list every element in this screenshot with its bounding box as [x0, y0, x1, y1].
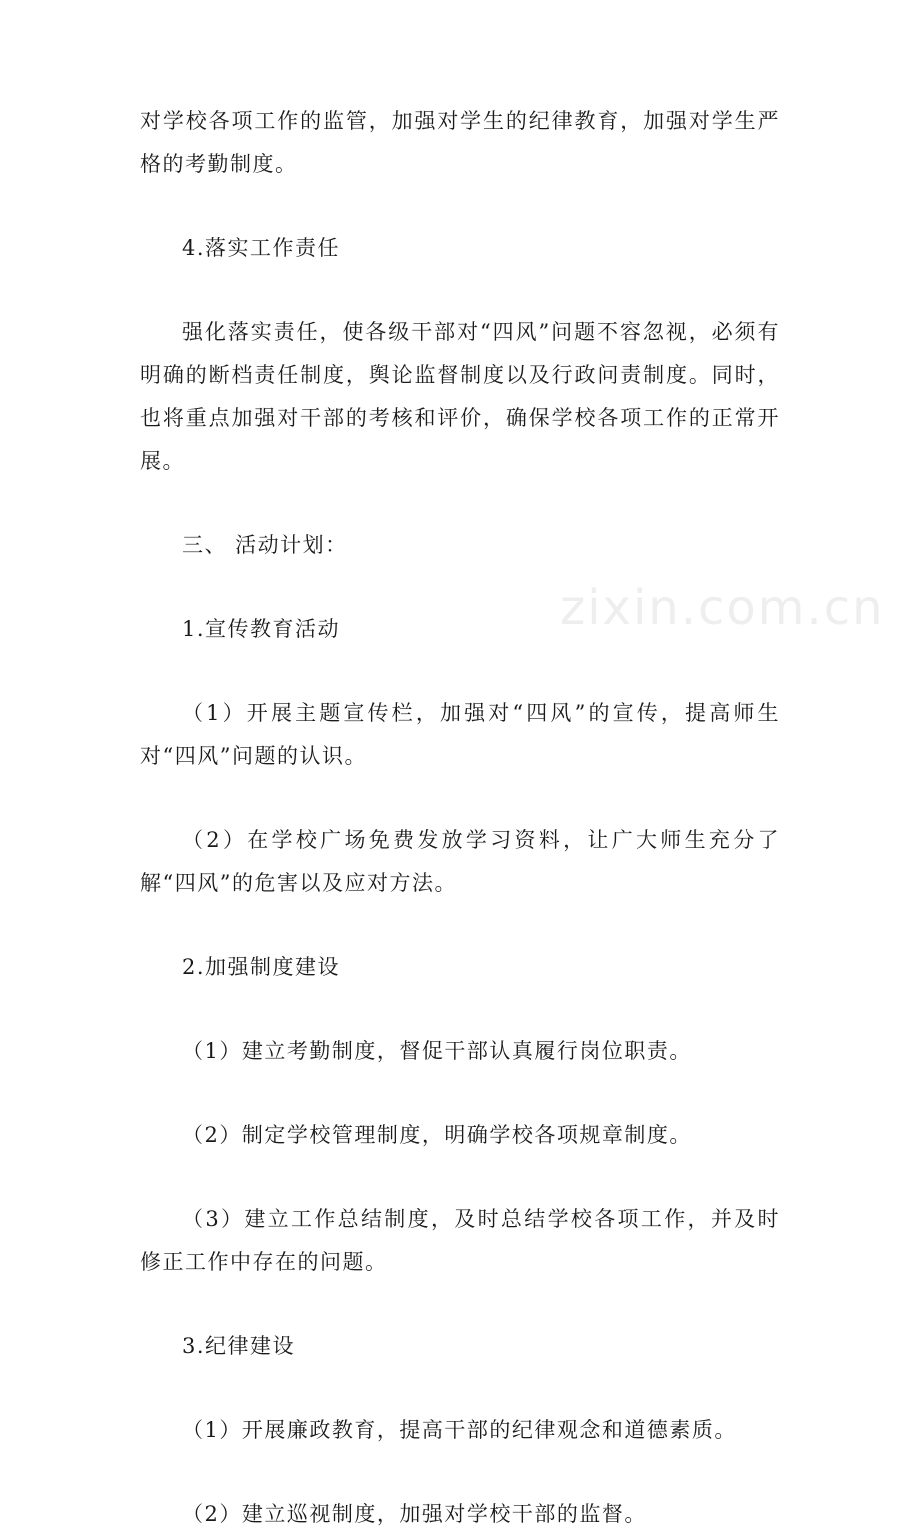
document-body — [140, 100, 780, 1536]
section-heading-4: 4.落实工作责任 — [182, 236, 341, 260]
list-item: （1）建立考勤制度，督促干部认真履行岗位职责。 — [182, 1039, 692, 1063]
list-item: （2）制定学校管理制度，明确学校各项规章制度。 — [182, 1123, 692, 1147]
subheading-discipline: 3.纪律建设 — [182, 1334, 296, 1358]
subheading-publicity: 1.宣传教育活动 — [182, 617, 341, 641]
paragraph-continuation: 对学校各项工作的监管，加强对学生的纪律教育，加强对学生严格的考勤制度。 — [140, 109, 780, 176]
watermark: zixin.com.cn — [560, 580, 885, 636]
list-item: （3）建立工作总结制度，及时总结学校各项工作，并及时修正工作中存在的问题。 — [140, 1207, 780, 1274]
list-item: （1）开展主题宣传栏，加强对“四风”的宣传，提高师生对“四风”问题的认识。 — [140, 701, 780, 768]
list-item: （1）开展廉政教育，提高干部的纪律观念和道德素质。 — [182, 1418, 737, 1442]
subheading-system-building: 2.加强制度建设 — [182, 955, 341, 979]
section-heading-activity-plan: 三、 活动计划： — [182, 533, 348, 557]
list-item: （2）在学校广场免费发放学习资料，让广大师生充分了解“四风”的危害以及应对方法。 — [140, 828, 780, 895]
list-item: （2）建立巡视制度，加强对学校干部的监督。 — [182, 1502, 647, 1526]
paragraph-responsibility: 强化落实责任，使各级干部对“四风”问题不容忽视，必须有明确的断档责任制度，舆论监督制度以及行政问责制度。同时，也将重点加强对干部的考核和评价，确保学校各项工作的正常开展。 — [140, 320, 780, 473]
